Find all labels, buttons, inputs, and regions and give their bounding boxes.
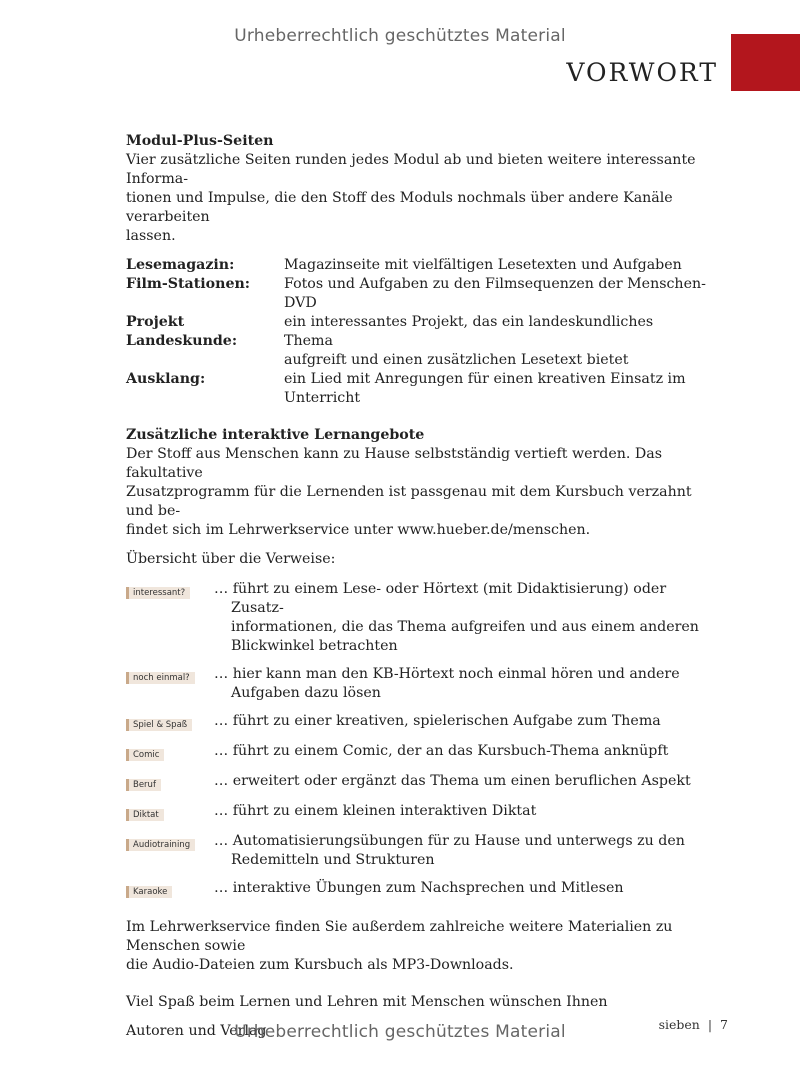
reference-row <box>126 772 706 793</box>
definition-desc: ein Lied mit Anregungen für einen kreativen Einsatz im Unterricht <box>284 371 686 406</box>
definition-term: Lesemagazin: <box>126 257 235 273</box>
page-title: VORWORT <box>566 58 718 87</box>
reference-tag: Audiotraining <box>126 839 195 851</box>
text-line: Zusatzprogramm für die Lernenden ist passgenau mit dem Kursbuch verzahnt und be- <box>126 484 692 519</box>
section-intro-modul-plus <box>126 151 706 246</box>
text-line: Vier zusätzliche Seiten runden jedes Modul ab und bieten weitere interessante Informa- <box>126 152 696 187</box>
watermark-bottom: Urheberrechtlich geschütztes Material <box>234 1022 566 1042</box>
watermark-top: Urheberrechtlich geschütztes Material <box>234 26 566 46</box>
text-line: findet sich im Lehrwerkservice unter www.hueber.de/menschen. <box>126 522 591 538</box>
page-word: sieben <box>658 1017 700 1032</box>
reference-list <box>126 580 706 900</box>
section-heading-interaktiv: Zusätzliche interaktive Lernangebote <box>126 427 425 443</box>
reference-desc: … Automatisierungsübungen für zu Hause und unterwegs zu den Redemitteln und Strukturen <box>214 833 685 868</box>
definition-term: Projekt Landeskunde: <box>126 314 238 349</box>
reference-row <box>126 742 706 763</box>
section-intro-interaktiv <box>126 445 706 540</box>
reference-tag: Beruf <box>126 779 161 791</box>
chapter-color-tab <box>731 34 800 91</box>
text-line: die Audio-Dateien zum Kursbuch als MP3-Downloads. <box>126 957 514 973</box>
text-line: lassen. <box>126 228 176 244</box>
reference-row <box>126 712 706 733</box>
text-line: Der Stoff aus Menschen kann zu Hause selbstständig vertieft werden. Das fakultative <box>126 446 663 481</box>
definition-term: Ausklang: <box>126 371 206 387</box>
definition-desc: Magazinseite mit vielfältigen Lesetexten und Aufgaben <box>284 257 682 273</box>
text-line: Im Lehrwerkservice finden Sie außerdem zahlreiche weitere Materialien zu Menschen sowie <box>126 919 673 954</box>
definition-row <box>126 256 706 275</box>
closing-wish: Viel Spaß beim Lernen und Lehren mit Menschen wünschen Ihnen <box>126 994 608 1010</box>
overview-label: Übersicht über die Verweise: <box>126 551 336 567</box>
definition-row <box>126 275 706 313</box>
page-number: 7 <box>720 1017 728 1032</box>
page-content <box>126 132 706 1041</box>
reference-tag: Diktat <box>126 809 164 821</box>
reference-desc: … hier kann man den KB-Hörtext noch einmal hören und andere Aufgaben dazu lösen <box>214 666 680 701</box>
definition-list <box>126 256 706 408</box>
definition-row <box>126 370 706 408</box>
signature: Autoren und Verlag <box>126 1023 267 1039</box>
reference-desc: … interaktive Übungen zum Nachsprechen und Mitlesen <box>214 880 624 896</box>
reference-tag: interessant? <box>126 587 190 599</box>
footer-separator: | <box>707 1017 713 1032</box>
definition-term: Film-Stationen: <box>126 276 251 292</box>
reference-desc: … führt zu einer kreativen, spielerischen Aufgabe zum Thema <box>214 713 661 729</box>
reference-tag: Karaoke <box>126 886 172 898</box>
reference-desc: … erweitert oder ergänzt das Thema um einen beruflichen Aspekt <box>214 773 691 789</box>
reference-desc: … führt zu einem Lese- oder Hörtext (mit Didaktisierung) oder Zusatz- informationen, die das Thema aufgreifen und aus einem anderen Blickwinkel betrachten <box>214 581 699 654</box>
reference-row <box>126 832 706 870</box>
definition-row <box>126 313 706 370</box>
closing-paragraph <box>126 918 706 975</box>
reference-row <box>126 665 706 703</box>
reference-desc: … führt zu einem kleinen interaktiven Diktat <box>214 803 537 819</box>
reference-tag: Spiel & Spaß <box>126 719 192 731</box>
text-line: tionen und Impulse, die den Stoff des Moduls nochmals über andere Kanäle verarbeiten <box>126 190 673 225</box>
reference-desc: … führt zu einem Comic, der an das Kursbuch-Thema anknüpft <box>214 743 669 759</box>
reference-tag: Comic <box>126 749 164 761</box>
reference-row <box>126 580 706 656</box>
definition-desc: Fotos und Aufgaben zu den Filmsequenzen der Menschen-DVD <box>284 276 706 311</box>
reference-row <box>126 802 706 823</box>
reference-row <box>126 879 706 900</box>
reference-tag: noch einmal? <box>126 672 195 684</box>
definition-desc: ein interessantes Projekt, das ein landeskundliches Thema aufgreift und einen zusätzlichen Lesetext bietet <box>284 314 654 368</box>
section-heading-modul-plus: Modul-Plus-Seiten <box>126 133 274 149</box>
